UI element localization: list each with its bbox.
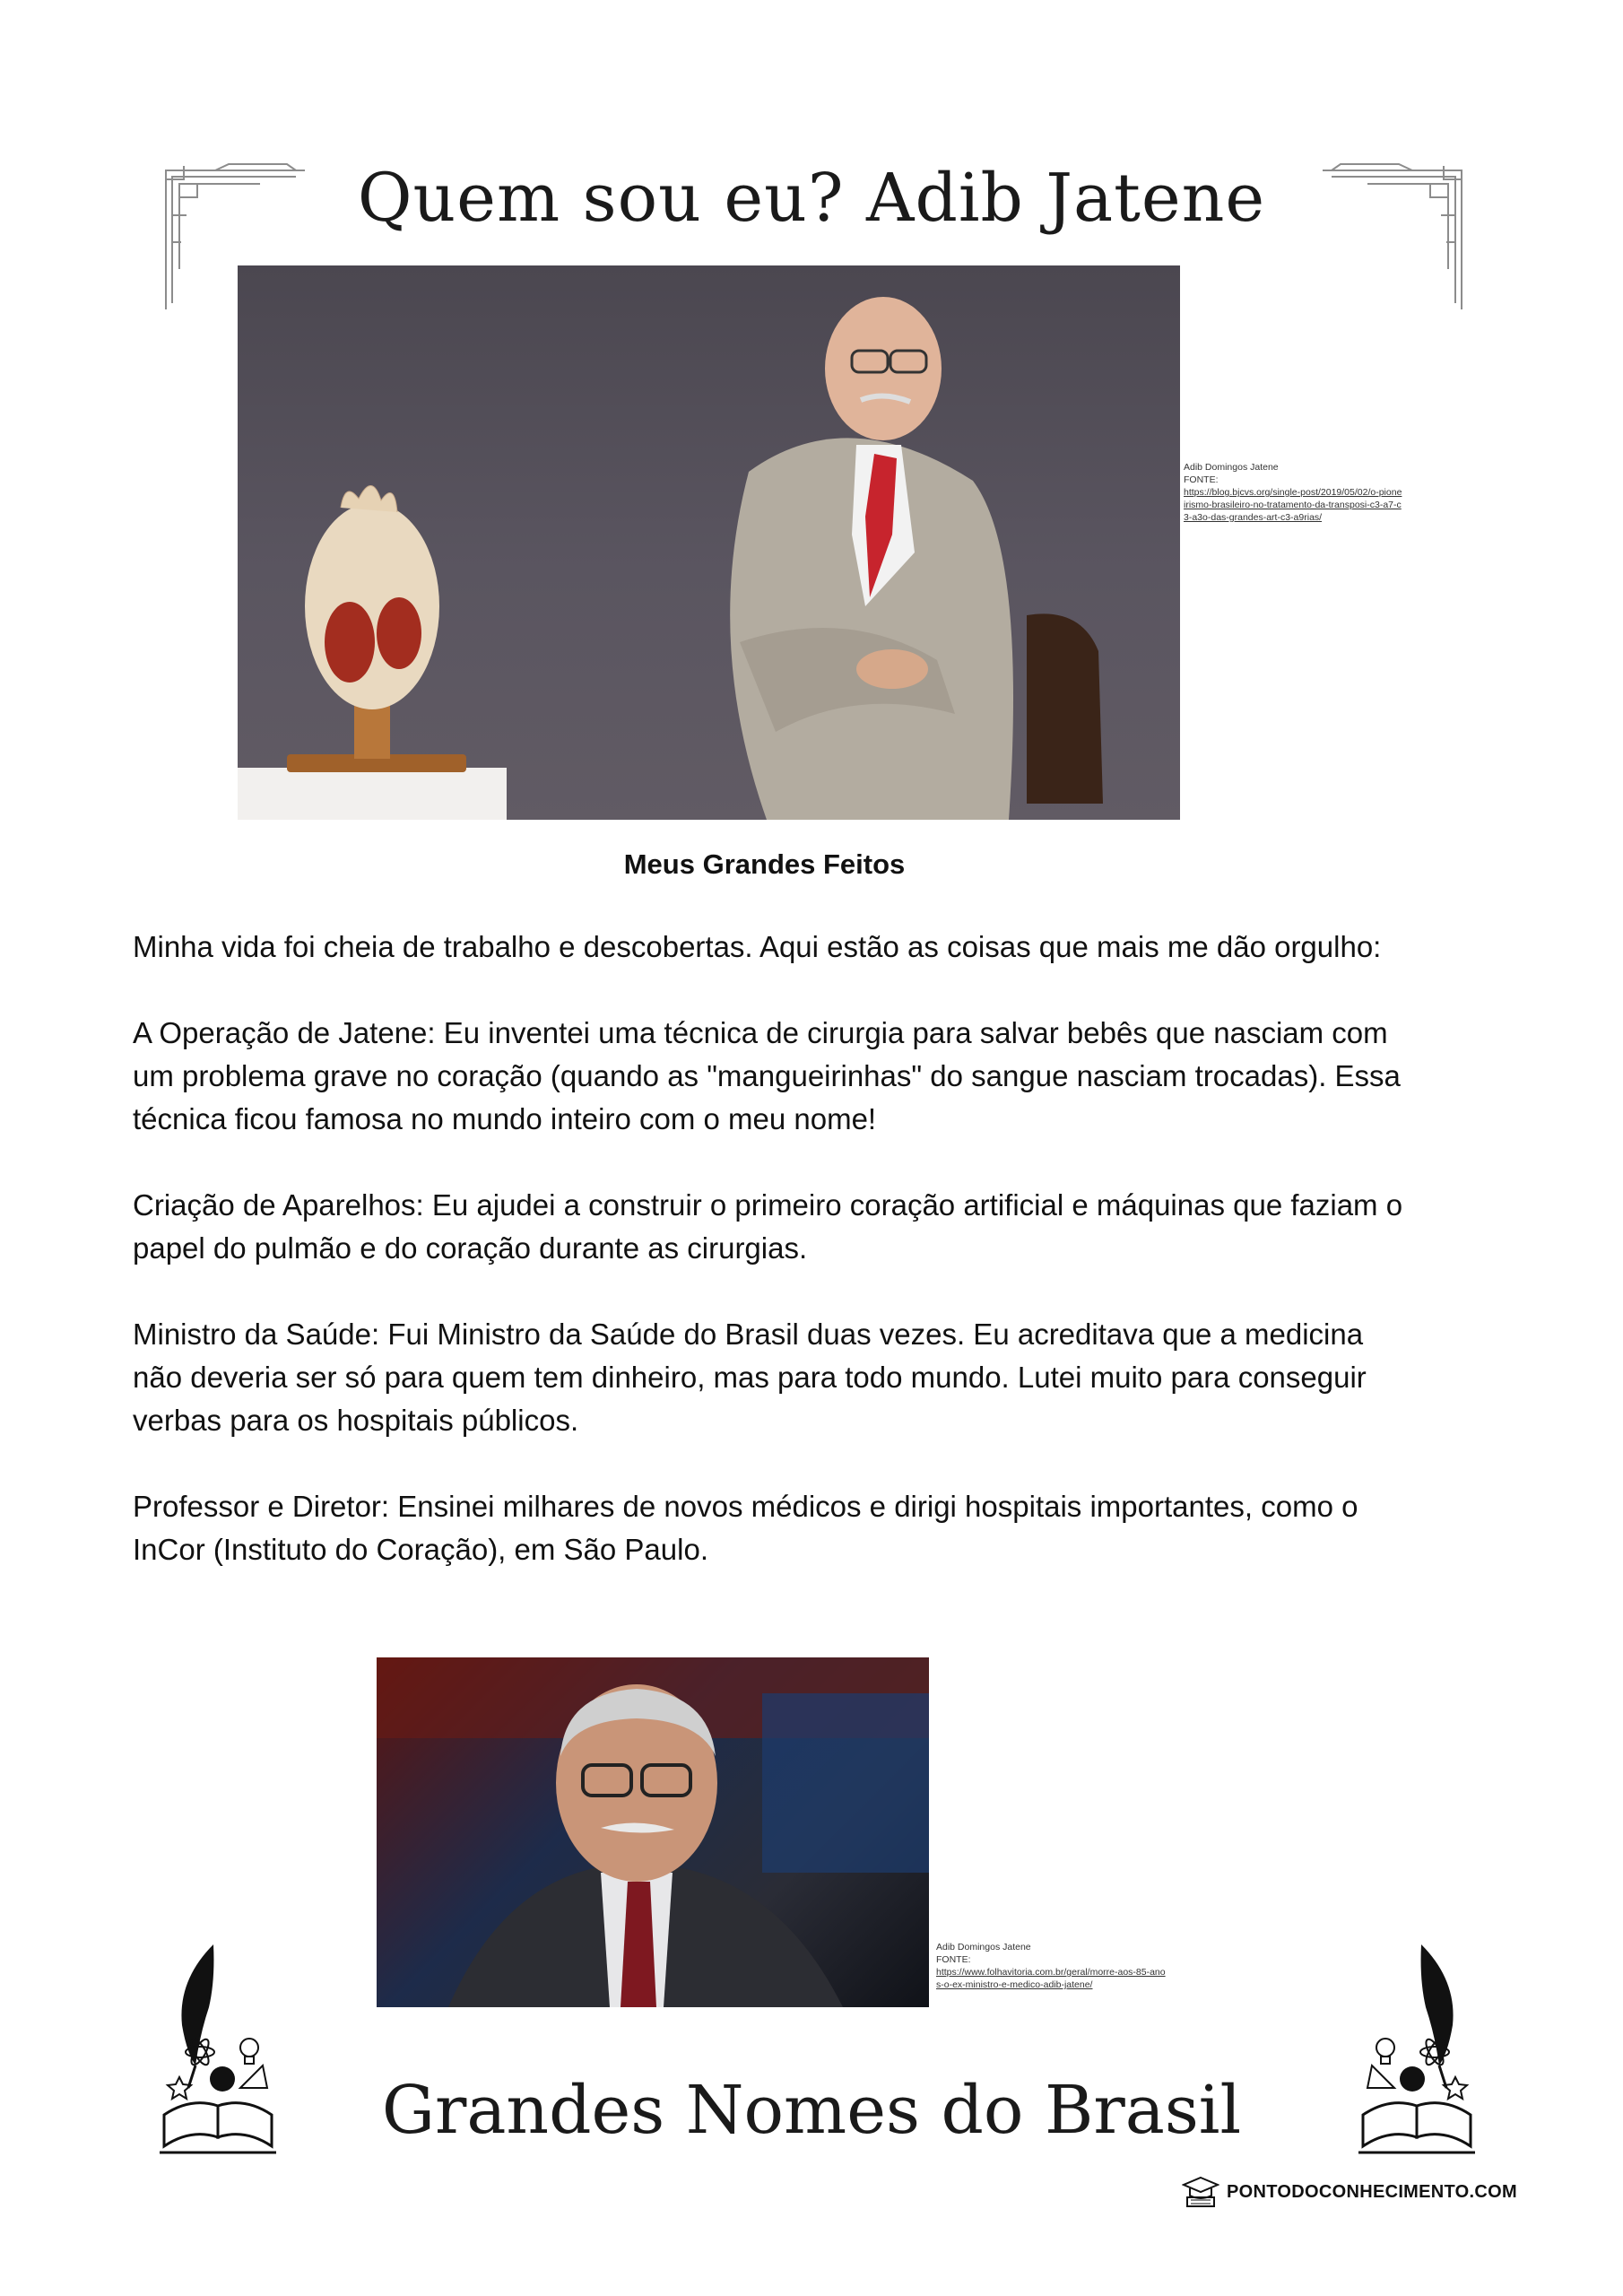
quill-icon: [1421, 1944, 1454, 2088]
star-icon: [168, 2077, 191, 2099]
quill-book-decoration-left-icon: [160, 1944, 285, 2160]
photo1-caption: [1184, 461, 1403, 524]
open-book-icon: [160, 2103, 276, 2152]
paragraph-ministro-da-saude: Ministro da Saúde: Fui Ministro da Saúde do Brasil duas vezes. Eu acreditava que a medicina não deveria ser só para quem tem dinheiro, mas para todo mundo. Lutei muito para conseguir verbas para os hospitais públicos.: [133, 1318, 1367, 1437]
brand-logo[interactable]: [1182, 2174, 1517, 2210]
photo2-caption: [936, 1941, 1169, 1991]
photo-adib-jatene-portrait: [377, 1657, 929, 2007]
globe-icon: [1400, 2066, 1425, 2092]
photo-illustration: [238, 265, 1180, 820]
photo-illustration: [377, 1657, 929, 2007]
paragraph-intro: Minha vida foi cheia de trabalho e descobertas. Aqui estão as coisas que mais me dão orgulho:: [133, 930, 1382, 963]
ruler-icon: [240, 2066, 267, 2088]
brand-name: PONTODOCONHECIMENTO.COM: [1227, 2181, 1517, 2202]
open-book-icon: [1358, 2103, 1475, 2152]
photo1-caption-source-label: FONTE:: [1184, 474, 1219, 485]
paragraph-professor-e-diretor: Professor e Diretor: Ensinei milhares de novos médicos e dirigi hospitais importantes, como o InCor (Instituto do Coração), em São Paulo.: [133, 1490, 1358, 1566]
section-heading: Meus Grandes Feitos: [623, 848, 906, 880]
footer-title: Grandes Nomes do Brasil: [381, 2072, 1242, 2149]
photo2-source-link[interactable]: https://www.folhavitoria.com.br/geral/morre-aos-85-anos-o-ex-ministro-e-medico-adib-jatene/: [936, 1967, 1166, 1990]
photo1-caption-name: Adib Domingos Jatene: [1184, 462, 1279, 473]
photo2-caption-source-label: FONTE:: [936, 1954, 971, 1965]
quill-book-decoration-right-icon: [1350, 1944, 1475, 2160]
paragraph-operacao-de-jatene: A Operação de Jatene: Eu inventei uma técnica de cirurgia para salvar bebês que nasciam com um problema grave no coração (quando as "mangueirinhas" do sangue nasciam trocadas). Essa técnica ficou famosa no mundo inteiro com o meu nome!: [133, 1016, 1401, 1135]
body-text: [133, 926, 1406, 1614]
page-title: Quem sou eu? Adib Jatene: [357, 160, 1266, 237]
graduation-cap-icon: [1182, 2176, 1219, 2208]
lightbulb-icon: [1376, 2039, 1394, 2064]
ruler-icon: [1367, 2066, 1394, 2088]
star-icon: [1444, 2077, 1467, 2099]
globe-icon: [210, 2066, 235, 2092]
photo-adib-jatene-with-heart-model: [238, 265, 1180, 820]
paragraph-criacao-de-aparelhos: Criação de Aparelhos: Eu ajudei a construir o primeiro coração artificial e máquinas que faziam o papel do pulmão e do coração durante as cirurgias.: [133, 1188, 1403, 1265]
quill-icon: [181, 1944, 213, 2088]
photo1-source-link[interactable]: https://blog.bjcvs.org/single-post/2019/05/02/o-pioneirismo-brasileiro-no-tratamento-da-transposi-c3-a7-c3-a3o-das-grandes-art-c3-a9rias/: [1184, 487, 1402, 523]
lightbulb-icon: [240, 2039, 258, 2064]
photo2-caption-name: Adib Domingos Jatene: [936, 1942, 1031, 1952]
